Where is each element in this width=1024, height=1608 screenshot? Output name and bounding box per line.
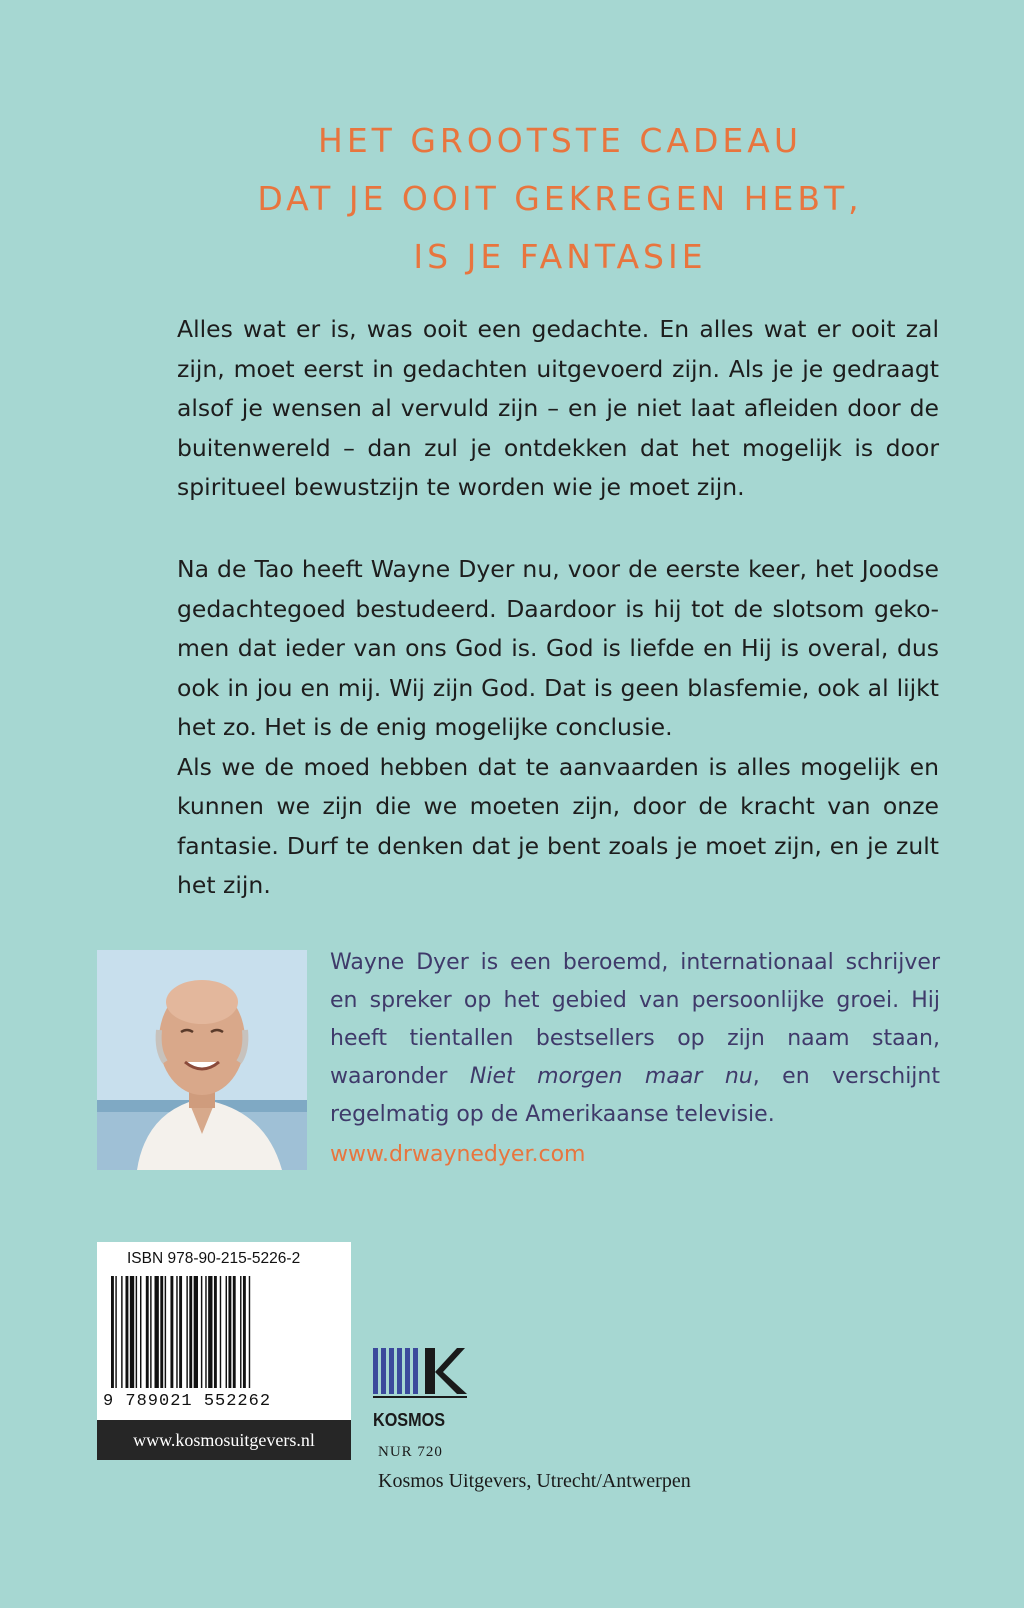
author-bio — [330, 944, 940, 1134]
publisher-name: Kosmos Uitgevers, Utrecht/Antwerpen — [378, 1470, 691, 1492]
isbn-label: ISBN 978-90-215-5226-2 — [127, 1250, 301, 1267]
description-text — [177, 550, 939, 906]
author-website-link[interactable]: www.drwaynedyer.com — [330, 1142, 586, 1167]
kosmos-logo-text: KOSMOS — [373, 1410, 446, 1430]
description-paragraph-2: Als we de moed hebben dat te aanvaarden is alles mogelijk en kunnen we zijn die we moeten zijn, door de kracht van onze fantasie. Durf te denken dat je bent zoals je moet zijn, en je zult het zijn. — [177, 752, 939, 899]
nur-code: NUR 720 — [378, 1444, 443, 1460]
author-bio-text-end: , en verschijnt regelmatig op de Amerikaanse televisie. — [330, 1064, 940, 1127]
author-bio-text: Wayne Dyer is een beroemd, internationaal schrijver en spreker op het gebied van persoonlijke groei. Hij heeft tientallen bestsellers op zijn naam staan, waaronder — [330, 950, 940, 1089]
description-paragraph-1: Na de Tao heeft Wayne Dyer nu, voor de eerste keer, het Joodse gedachtegoed bestudeerd. Daardoor is hij tot de slotsom gekomen dat ieder van ons God is. God is liefde en Hij is overal, dus ook in jou en mij. Wij zijn God. Dat is geen blasfemie, ook al lijkt het zo. Het is de enig mogelijke conclusie. — [177, 555, 939, 741]
headline-line-2: DAT JE OOIT GEKREGEN HEBT, — [257, 179, 863, 218]
isbn-barcode-box — [97, 1242, 351, 1460]
intro-paragraph: Alles wat er is, was ooit een gedachte. En alles wat er ooit zal zijn, moet eerst in gedachten uitgevoerd zijn. Als je je gedraagt alsof je wensen al vervuld zijn – en je niet laat afleiden door de buitenwereld – dan zul je ontdekken dat het mogelijk is door spiritueel bewustzijn te worden wie je moet zijn. — [177, 315, 939, 501]
headline — [130, 112, 990, 286]
headline-line-3: IS JE FANTASIE — [413, 237, 707, 276]
intro-text — [177, 310, 939, 508]
book-title: Niet morgen maar nu — [469, 1064, 753, 1089]
ean-digits: 9 789021 552262 — [103, 1392, 272, 1411]
publisher-website[interactable]: www.kosmosuitgevers.nl — [97, 1420, 351, 1460]
headline-line-1: HET GROOTSTE CADEAU — [318, 121, 802, 160]
barcode-icon — [111, 1276, 337, 1388]
author-photo — [97, 950, 307, 1170]
